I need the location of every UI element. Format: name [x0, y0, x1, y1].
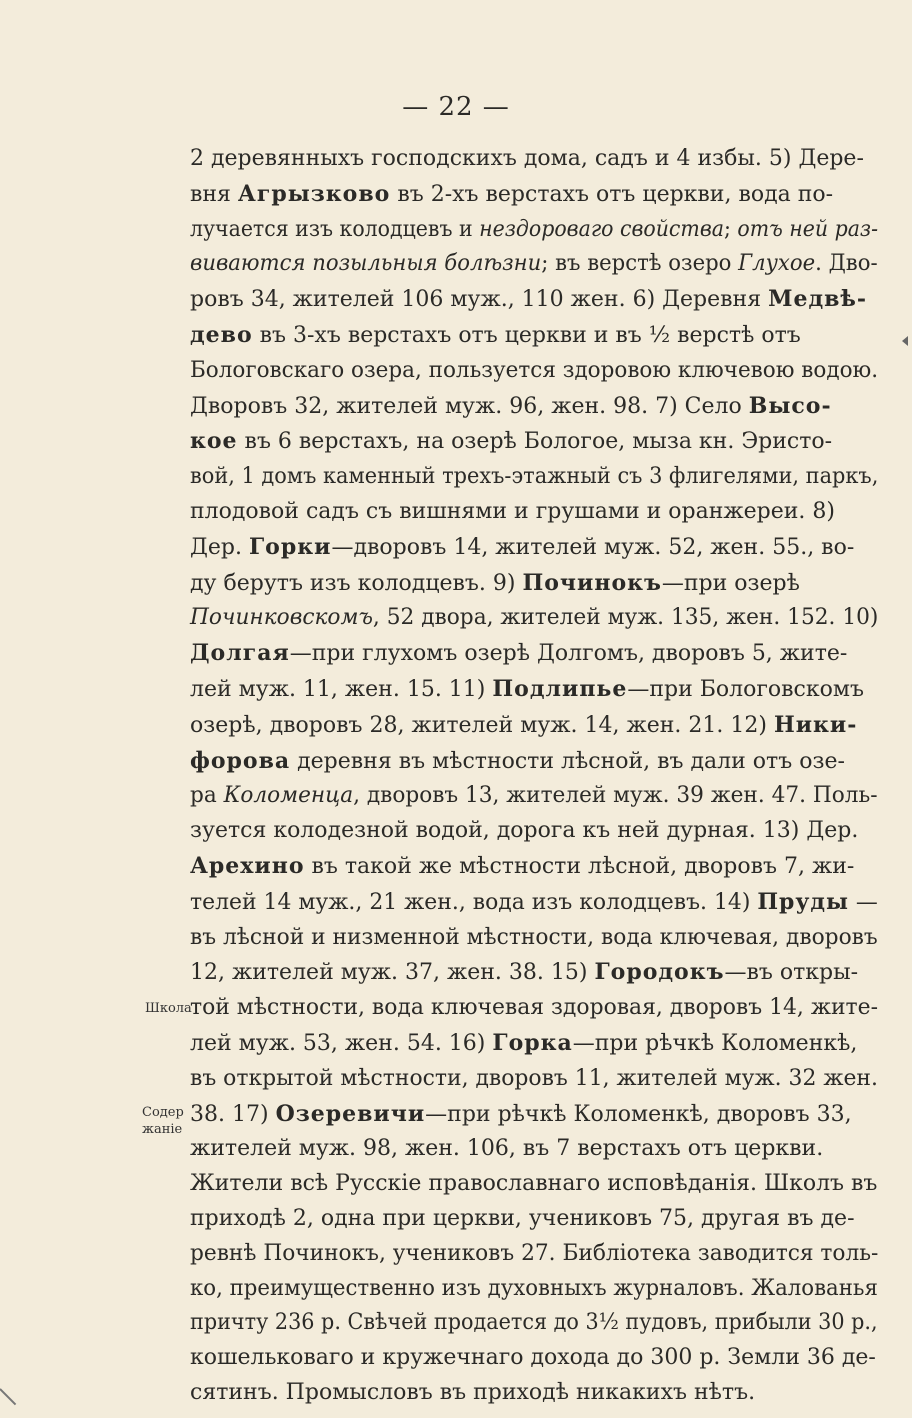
- text-line: [190, 1341, 878, 1376]
- text-run: вой, 1 домъ каменный трехъ-этажный съ 3 флигелями, паркъ,: [190, 464, 879, 490]
- text-line: [190, 885, 878, 921]
- text-run: , дворовъ 13, жителей муж. 39 жен. 47. Поль-: [353, 783, 878, 809]
- text-run: той мѣстности, вода ключевая здоровая, дворовъ 14, жите-: [190, 995, 878, 1021]
- text-run: въ открытой мѣстности, дворовъ 11, жителей муж. 32 жен.: [190, 1065, 878, 1091]
- text-line: [190, 1026, 878, 1062]
- page-number: — 22 —: [402, 92, 510, 122]
- place-name: Починокъ: [522, 569, 662, 596]
- text-line: [190, 601, 879, 636]
- text-line: [190, 530, 878, 566]
- place-name: Агрызково: [237, 180, 391, 207]
- text-run: жителей муж. 98, жен. 106, въ 7 верстахъ отъ церкви.: [190, 1136, 824, 1162]
- text-line: [190, 744, 878, 780]
- text-run: телей 14 муж., 21 жен., вода изъ колодцевъ. 14): [190, 889, 758, 915]
- text-line: [190, 460, 879, 495]
- text-run: ровъ 34, жителей 106 муж., 110 жен. 6) Деревня: [190, 287, 769, 313]
- text-line: [190, 636, 878, 672]
- text-run: ;: [723, 216, 738, 242]
- text-line: [190, 247, 878, 282]
- place-name: Пруды: [757, 888, 849, 915]
- page-corner-stroke: [0, 1388, 16, 1405]
- text-line: [190, 779, 878, 814]
- text-line: [190, 672, 878, 708]
- body-text: [190, 142, 878, 1411]
- place-name: Долгая: [190, 640, 290, 667]
- text-run: —при глухомъ озерѣ Долгомъ, дворовъ 5, жите-: [289, 641, 848, 667]
- text-run: зуется колодезной водой, дорога къ ней дурная. 13) Дер.: [190, 818, 859, 844]
- italic-text: Коломенца: [223, 783, 354, 809]
- text-run: кошельковаго и кружечнаго дохода до 300 р. Земли 36 де-: [190, 1345, 876, 1371]
- text-run: 12, жителей муж. 37, жен. 38. 15): [190, 960, 595, 986]
- text-run: лучается изъ колодцевъ и: [190, 216, 480, 242]
- text-line: [190, 495, 878, 530]
- text-run: ко, преимущественно изъ духовныхъ журналовъ. Жалованья: [190, 1275, 878, 1301]
- text-run: плодовой садъ съ вишнями и грушами и оранжереи. 8): [190, 498, 835, 524]
- text-line: [190, 1062, 878, 1097]
- margin-note-content: [142, 1104, 186, 1138]
- text-line: [190, 814, 878, 849]
- text-run: приходѣ 2, одна при церкви, учениковъ 75, другая въ де-: [190, 1205, 855, 1231]
- place-name: Высо-: [748, 392, 832, 419]
- italic-text: виваются позыльныя болѣзни: [190, 251, 542, 277]
- text-line: [190, 849, 878, 885]
- place-name: Горка: [492, 1029, 573, 1056]
- place-name: Медвѣ-: [768, 286, 867, 313]
- place-name: Ники-: [773, 711, 858, 738]
- text-line: [190, 708, 878, 744]
- text-line: [190, 282, 878, 318]
- text-line: [190, 1132, 878, 1167]
- text-run: лей муж. 53, жен. 54. 16): [190, 1030, 493, 1056]
- place-name: Озеревичи: [275, 1100, 426, 1127]
- text-run: ра: [190, 783, 224, 809]
- text-line: [190, 213, 879, 248]
- margin-note-school: Школа: [145, 1001, 192, 1016]
- italic-text: Починковскомъ: [190, 605, 373, 631]
- text-line: [190, 1167, 878, 1202]
- italic-text: нездороваго свойства: [479, 216, 724, 242]
- text-run: —при озерѣ: [661, 570, 800, 596]
- text-run: —въ откры-: [724, 960, 859, 986]
- text-run: въ лѣсной и низменной мѣстности, вода ключевая, дворовъ: [190, 924, 878, 950]
- text-run: ду берутъ изъ колодцевъ. 9): [190, 570, 523, 596]
- italic-text: Глухое: [738, 251, 816, 277]
- text-line: [190, 354, 879, 389]
- margin-note-content-line: Содер: [142, 1105, 184, 1120]
- text-run: Дер.: [190, 534, 249, 560]
- text-run: —при Бологовскомъ: [627, 676, 864, 702]
- text-line: [190, 566, 878, 602]
- text-run: 38. 17): [190, 1101, 276, 1127]
- text-line: [190, 1097, 878, 1133]
- place-name: дево: [190, 321, 253, 348]
- text-run: озерѣ, дворовъ 28, жителей муж. 14, жен. 21. 12): [190, 712, 774, 738]
- text-line: [190, 318, 878, 354]
- text-run: Бологовскаго озера, пользуется здоровою ключевою водою.: [190, 357, 879, 383]
- place-name: Арехино: [190, 852, 305, 879]
- text-run: ; въ верстѣ озеро: [541, 251, 739, 277]
- place-name: Городокъ: [594, 959, 725, 986]
- text-run: лей муж. 11, жен. 15. 11): [190, 676, 493, 702]
- page-edge-mark: [902, 336, 908, 346]
- text-line: [190, 1202, 878, 1237]
- place-name: Горки: [248, 533, 332, 560]
- text-run: Дворовъ 32, жителей муж. 96, жен. 98. 7) Село: [190, 393, 749, 419]
- text-line: [190, 389, 878, 425]
- text-run: . Дво-: [815, 251, 878, 277]
- place-name: форова: [190, 747, 291, 774]
- text-line: [190, 955, 878, 991]
- text-line: [190, 142, 878, 177]
- text-run: причту 236 р. Свѣчей продается до 3½ пудовъ, прибыли 30 р.,: [190, 1310, 878, 1336]
- place-name: Подлипье: [492, 675, 628, 702]
- text-run: деревня въ мѣстности лѣсной, въ дали отъ озе-: [290, 748, 845, 774]
- text-run: въ 3-хъ верстахъ отъ церкви и въ ½ верстѣ отъ: [252, 322, 801, 348]
- margin-note-content-line: жаніе: [142, 1122, 183, 1137]
- text-run: —при рѣчкѣ Коломенкѣ, дворовъ 33,: [425, 1101, 852, 1127]
- text-line: [190, 991, 878, 1026]
- text-run: сятинъ. Промысловъ въ приходѣ никакихъ нѣтъ.: [190, 1379, 756, 1405]
- text-run: , 52 двора, жителей муж. 135, жен. 152. 10): [372, 605, 879, 631]
- text-run: —: [848, 889, 878, 915]
- text-run: въ такой же мѣстности лѣсной, дворовъ 7, жи-: [304, 853, 855, 879]
- text-run: Жители всѣ Русскіе православнаго исповѣданія. Школъ въ: [190, 1171, 878, 1197]
- text-run: ревнѣ Починокъ, учениковъ 27. Библіотека заводится толь-: [190, 1240, 879, 1266]
- text-line: [190, 177, 878, 213]
- text-line: [190, 1237, 879, 1272]
- text-run: —дворовъ 14, жителей муж. 52, жен. 55., во-: [331, 534, 855, 560]
- text-line: [190, 1306, 878, 1341]
- text-line: [190, 921, 878, 956]
- text-run: вня: [190, 181, 238, 207]
- text-line: [190, 1272, 878, 1307]
- place-name: кое: [190, 428, 238, 455]
- text-run: 2 деревянныхъ господскихъ дома, садъ и 4 избы. 5) Дере-: [190, 146, 864, 171]
- italic-text: отъ ней раз-: [737, 216, 879, 242]
- text-run: —при рѣчкѣ Коломенкѣ,: [572, 1030, 858, 1056]
- text-line: [190, 424, 878, 460]
- text-run: въ 6 верстахъ, на озерѣ Бологое, мыза кн. Эристо-: [237, 429, 833, 455]
- text-run: въ 2-хъ верстахъ отъ церкви, вода по-: [390, 181, 834, 207]
- text-line: [190, 1376, 878, 1411]
